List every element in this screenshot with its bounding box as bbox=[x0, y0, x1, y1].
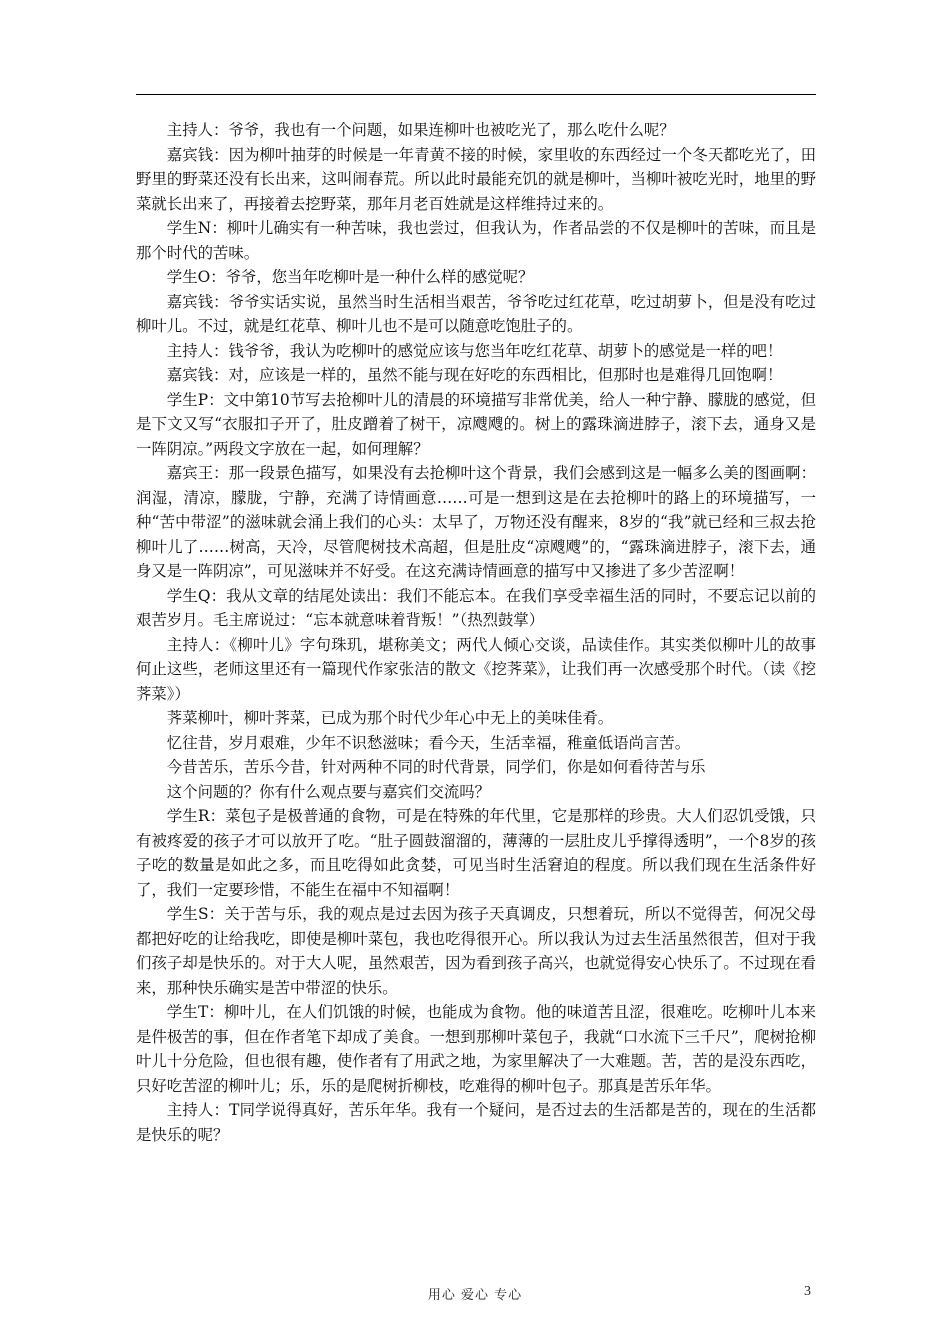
paragraph: 主持人：爷爷，我也有一个问题，如果连柳叶也被吃光了，那么吃什么呢？ bbox=[166, 121, 675, 139]
paragraph: 学生T：柳叶儿，在人们饥饿的时候，也能成为食物。他的味道苦且涩，很难吃。吃柳叶儿本来是件极苦的事，但在作者笔下却成了美食。一想到那柳叶菜包子，我就“口水流下三千尺”，爬树抢柳叶儿十分危险，但也很有趣，使作者有了用武之地，为家里解决了一大难题。苦，苦的是没东西吃，只好吃苦涩的柳叶儿；乐，乐的是爬树折柳枝，吃难得的柳叶包子。那真是苦乐年华。 bbox=[136, 1003, 816, 1095]
paragraph: 主持人：钱爷爷，我认为吃柳叶的感觉应该与您当年吃红花草、胡萝卜的感觉是一样的吧！ bbox=[166, 341, 783, 360]
paragraph: 这个问题的？你有什么观点要与嘉宾们交流吗？ bbox=[166, 782, 491, 801]
paragraph: 忆往昔，岁月艰难，少年不识愁滋味；看今天，生活幸福，稚童低语尚言苦。 bbox=[166, 733, 691, 752]
paragraph: 嘉宾钱：因为柳叶抽芽的时候是一年青黄不接的时候，家里收的东西经过一个冬天都吃光了，田野里的野菜还没有长出来，这叫闹春荒。所以此时最能充饥的就是柳叶，当柳叶被吃光时，地里的野菜就长出来了，再接着去挖野菜，那年月老百姓就是这样维持过来的。 bbox=[136, 145, 816, 213]
body-text bbox=[136, 118, 816, 1147]
paragraph: 今昔苦乐，苦乐今昔，针对两种不同的时代背景，同学们，你是如何看待苦与乐 bbox=[166, 758, 706, 776]
paragraph: 学生Q：我从文章的结尾处读出：我们不能忘本。在我们享受幸福生活的同时，不要忘记以前的艰苦岁月。毛主席说过：“忘本就意味着背叛！”（热烈鼓掌） bbox=[136, 586, 816, 629]
page-number: 3 bbox=[804, 1284, 811, 1299]
paragraph: 学生N：柳叶儿确实有一种苦味，我也尝过，但我认为，作者品尝的不仅是柳叶的苦味，而且是那个时代的苦味。 bbox=[136, 219, 816, 262]
header-rule bbox=[136, 94, 816, 95]
footer-text: 用心 爱心 专心 bbox=[427, 1288, 523, 1303]
paragraph: 嘉宾钱：对，应该是一样的，虽然不能与现在好吃的东西相比，但那时也是难得几回饱啊！ bbox=[166, 366, 783, 384]
paragraph: 学生S：关于苦与乐，我的观点是过去因为孩子天真调皮，只想着玩，所以不觉得苦，何况父母都把好吃的让给我吃，即使是柳叶菜包，我也吃得很开心。所以我认为过去生活虽然很苦，但对于我们孩子却是快乐的。对于大人呢，虽然艰苦，因为看到孩子高兴，也就觉得安心快乐了。不过现在看来，那种快乐确实是苦中带涩的快乐。 bbox=[136, 905, 816, 997]
paragraph: 学生R：菜包子是极普通的食物，可是在特殊的年代里，它是那样的珍贵。大人们忍饥受饿，只有被疼爱的孩子才可以放开了吃。“肚子圆鼓溜溜的，薄薄的一层肚皮儿乎撑得透明”，一个8岁的孩子吃的数量是如此之多，而且吃得如此贪婪，可见当时生活窘迫的程度。所以我们现在生活条件好了，我们一定要珍惜，不能生在福中不知福啊！ bbox=[136, 807, 816, 899]
paragraph: 学生O：爷爷，您当年吃柳叶是一种什么样的感觉呢？ bbox=[166, 268, 534, 286]
paragraph: 嘉宾钱：爷爷实话实说，虽然当时生活相当艰苦，爷爷吃过红花草，吃过胡萝卜，但是没有吃过柳叶儿。不过，就是红花草、柳叶儿也不是可以随意吃饱肚子的。 bbox=[136, 292, 816, 335]
paragraph: 荠菜柳叶，柳叶荠菜，已成为那个时代少年心中无上的美味佳肴。 bbox=[166, 709, 614, 727]
paragraph: 学生P：文中第10节写去抢柳叶儿的清晨的环境描写非常优美，给人一种宁静、朦胧的感觉，但是下文又写“衣服扣子开了，肚皮蹭着了树干，凉飕飕的。树上的露珠滴进脖子，滚下去，通身又是一阵阴凉。”两段文字放在一起，如何理解？ bbox=[136, 390, 816, 458]
paragraph: 主持人：《柳叶儿》字句珠玑，堪称美文；两代人倾心交谈，品读佳作。其实类似柳叶儿的故事何止这些，老师这里还有一篇现代作家张洁的散文《挖荠菜》，让我们再一次感受那个时代。（读《挖荠菜》） bbox=[136, 635, 816, 703]
paragraph: 主持人：T同学说得真好，苦乐年华。我有一个疑问，是否过去的生活都是苦的，现在的生活都是快乐的呢？ bbox=[136, 1101, 816, 1144]
paragraph: 嘉宾王：那一段景色描写，如果没有去抢柳叶这个背景，我们会感到这是一幅多么美的图画啊：润湿，清凉，朦胧，宁静，充满了诗情画意……可是一想到这是在去抢柳叶的路上的环境描写，一种“苦中带涩”的滋味就会涌上我们的心头：太早了，万物还没有醒来，8岁的“我”就已经和三叔去抢柳叶儿了……树高，天冷，尽管爬树技术高超，但是肚皮“凉飕飕”的，“露珠滴进脖子，滚下去，通身又是一阵阴凉”，可见滋味并不好受。在这充满诗情画意的描写中又掺进了多少苦涩啊！ bbox=[136, 464, 816, 580]
